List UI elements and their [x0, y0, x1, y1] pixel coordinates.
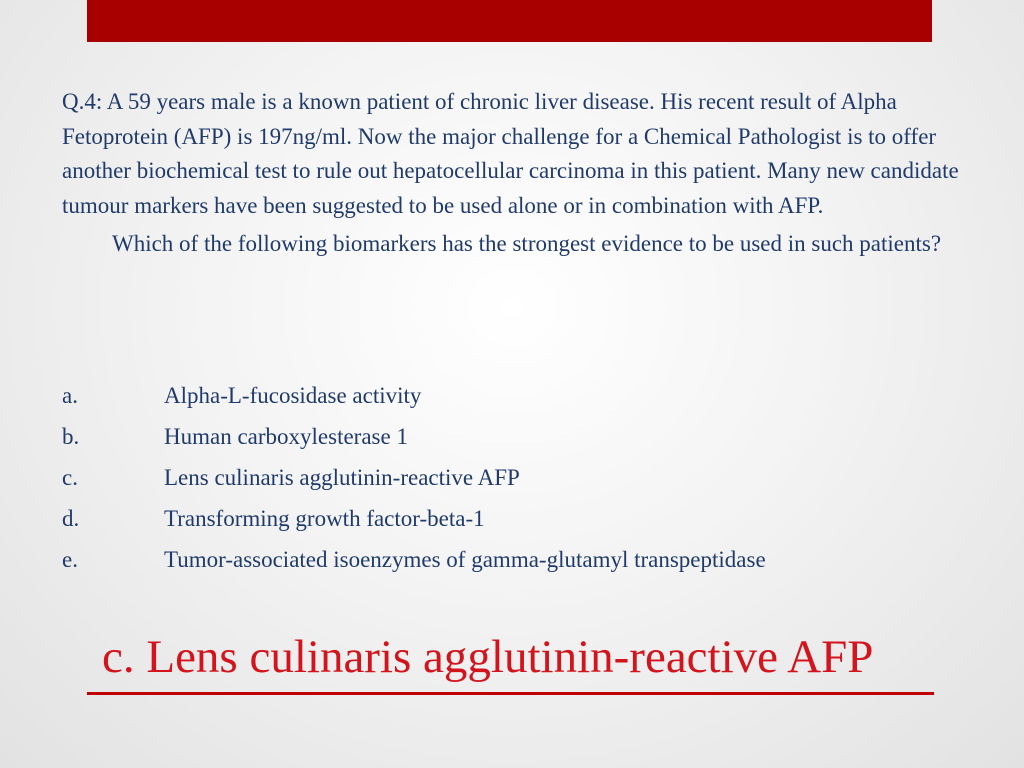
- option-e: [62, 539, 982, 580]
- option-text: Alpha-L-fucosidase activity: [164, 383, 422, 408]
- option-letter: a.: [62, 383, 78, 408]
- options-list: [62, 375, 982, 580]
- option-c: [62, 457, 982, 498]
- question-prompt: Which of the following biomarkers has the strongest evidence to be used in such patients?: [112, 231, 942, 256]
- question-stem: Q.4: A 59 years male is a known patient of chronic liver disease. His recent result of Alpha Fetoprotein (AFP) is 197ng/ml. Now the major challenge for a Chemical Pathologist is to offer another biochemical test to rule out hepatocellular carcinoma in this patient. Many new candidate tumour markers have been suggested to be used alone or in combination with AFP.: [62, 89, 959, 218]
- option-text: Lens culinaris agglutinin-reactive AFP: [164, 465, 520, 490]
- option-letter: e.: [62, 547, 78, 572]
- question-block: [62, 85, 967, 262]
- option-d: [62, 498, 982, 539]
- option-text: Transforming growth factor-beta-1: [164, 506, 485, 531]
- option-letter: d.: [62, 506, 80, 531]
- option-b: [62, 416, 982, 457]
- answer-underline: [87, 692, 934, 695]
- option-text: Tumor-associated isoenzymes of gamma-glutamyl transpeptidase: [164, 547, 766, 572]
- option-text: Human carboxylesterase 1: [164, 424, 408, 449]
- answer-text: c. Lens culinaris agglutinin-reactive AFP: [102, 631, 874, 683]
- option-a: [62, 375, 982, 416]
- header-bar: [87, 0, 932, 42]
- option-letter: b.: [62, 424, 80, 449]
- option-letter: c.: [62, 465, 78, 490]
